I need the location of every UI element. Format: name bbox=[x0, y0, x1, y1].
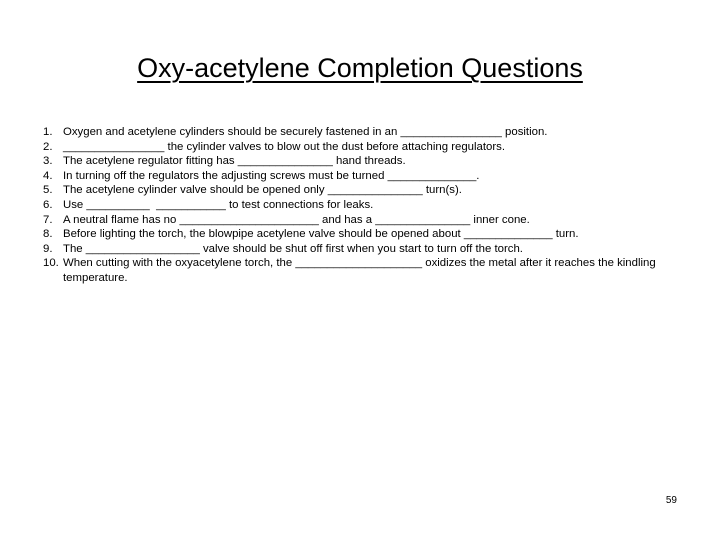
question-number: 8. bbox=[43, 228, 53, 241]
question-number: 6. bbox=[43, 198, 53, 211]
question-item bbox=[43, 213, 663, 228]
page-number: 59 bbox=[665, 495, 677, 506]
question-item bbox=[43, 198, 663, 213]
question-item bbox=[43, 242, 663, 257]
question-item bbox=[43, 169, 663, 184]
question-number: 2. bbox=[43, 140, 53, 153]
question-text: Use __________ ___________ to test connections for leaks. bbox=[63, 198, 374, 211]
question-item bbox=[43, 125, 663, 140]
question-number: 3. bbox=[43, 155, 53, 168]
question-item bbox=[43, 140, 663, 155]
question-number: 1. bbox=[43, 126, 53, 138]
question-text: In turning off the regulators the adjusting screws must be turned ______________. bbox=[63, 169, 480, 182]
question-text: When cutting with the oxyacetylene torch, the ____________________ oxidizes the metal after it reaches the kindling temperature. bbox=[63, 257, 659, 284]
page-title bbox=[0, 50, 720, 86]
question-text: The acetylene cylinder valve should be opened only _______________ turn(s). bbox=[63, 184, 462, 197]
question-text: Before lighting the torch, the blowpipe acetylene valve should be opened about ______________ turn. bbox=[63, 228, 579, 241]
question-text: A neutral flame has no ______________________ and has a _______________ inner cone. bbox=[63, 213, 530, 226]
question-text: The acetylene regulator fitting has _______________ hand threads. bbox=[63, 155, 406, 168]
question-number: 4. bbox=[43, 169, 53, 182]
question-number: 9. bbox=[43, 242, 53, 255]
question-item bbox=[43, 227, 663, 242]
question-number: 7. bbox=[43, 213, 53, 226]
question-number: 10. bbox=[43, 257, 59, 270]
question-item bbox=[43, 154, 663, 169]
question-text: The __________________ valve should be shut off first when you start to turn off the torch. bbox=[63, 242, 523, 255]
question-text: ________________ the cylinder valves to blow out the dust before attaching regulators. bbox=[63, 140, 506, 153]
question-number: 5. bbox=[43, 184, 53, 197]
question-item bbox=[43, 183, 663, 198]
question-text: Oxygen and acetylene cylinders should be securely fastened in an ________________ position. bbox=[63, 126, 548, 138]
question-list bbox=[43, 125, 663, 286]
question-item bbox=[43, 256, 663, 285]
page-title-text: Oxy-acetylene Completion Questions bbox=[137, 53, 583, 83]
